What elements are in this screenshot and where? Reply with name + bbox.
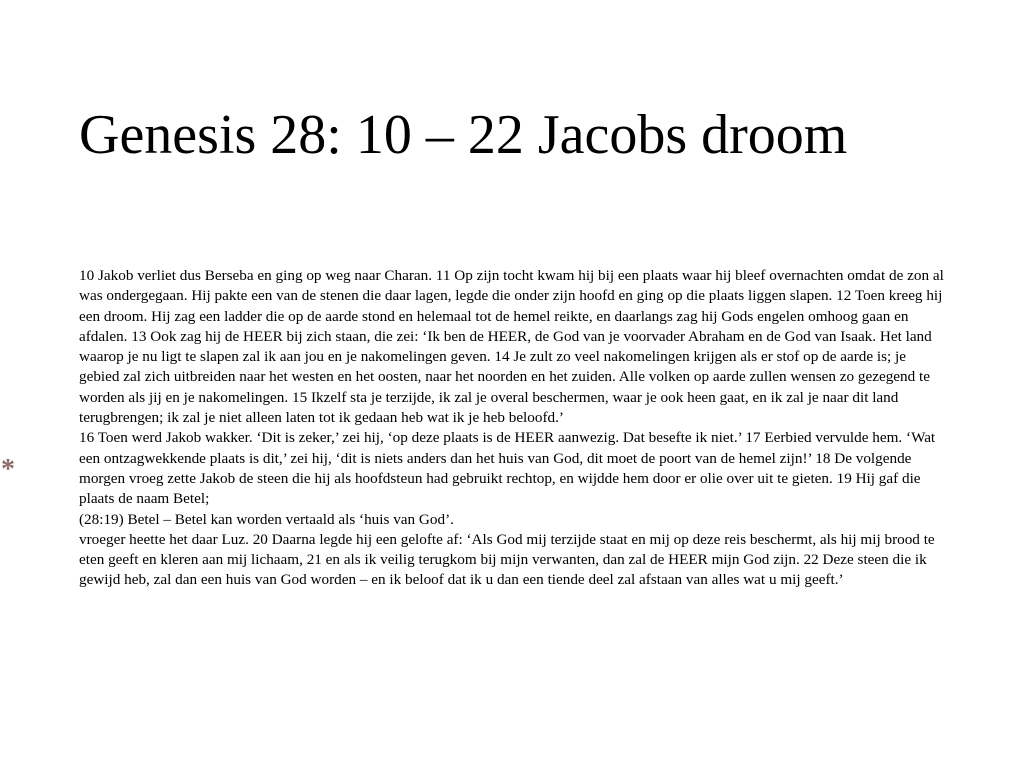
body-footnote: (28:19) Betel – Betel kan worden vertaald als ‘huis van God’. bbox=[79, 510, 454, 528]
body-paragraph: 16 Toen werd Jakob wakker. ‘Dit is zeker,’ zei hij, ‘op deze plaats is de HEER aanwezig. Dat besefte ik niet.’ 17 Eerbied vervulde hem. ‘Wat een ontzagwekkende plaats is dit,’ zei hij, ‘dit is niets anders dan het huis van God, dit moet de poort van de hemel zijn!’ 18 De volgende morgen vroeg zette Jakob de steen die hij als hoofdsteun had gebruikt rechtop, en wijdde hem door er olie over uit te gieten. 19 Hij gaf die plaats de naam Betel; bbox=[79, 429, 936, 508]
body-paragraph: 10 Jakob verliet dus Berseba en ging op weg naar Charan. 11 Op zijn tocht kwam hij bij een plaats waar hij bleef overnachten omdat de zon al was ondergegaan. Hij pakte een van de stenen die daar lagen, legde die onder zijn hoofd en ging op die plaats liggen slapen. 12 Toen kreeg hij een droom. Hij zag een ladder die op de aarde stond en helemaal tot de hemel reikte, en daarlangs zag hij Gods engelen omhoog gaan en afdalen. 13 Ook zag hij de HEER bij zich staan, die zei: ‘Ik ben de HEER, de God van je voorvader Abraham en de God van Isaak. Het land waarop je nu ligt te slapen zal ik aan jou en je nakomelingen geven. 14 Je zult zo veel nakomelingen krijgen als er stof op de aarde is; je gebied zal zich uitbreiden naar het westen en het oosten, naar het noorden en het zuiden. Alle volken op aarde zullen wensen zo gezegend te worden als jij en je nakomelingen. 15 Ikzelf sta je terzijde, ik zal je overal beschermen, waar je ook heen gaat, en ik zal je naar dit land terugbrengen; ik zal je niet alleen laten tot ik gedaan heb wat ik je heb beloofd.’ bbox=[79, 267, 944, 427]
slide-title: Genesis 28: 10 – 22 Jacobs droom bbox=[79, 104, 848, 166]
slide-body bbox=[79, 266, 949, 591]
bullet-marker: * bbox=[1, 454, 15, 485]
body-paragraph: vroeger heette het daar Luz. 20 Daarna legde hij een gelofte af: ‘Als God mij terzijde staat en mij op deze reis beschermt, als hij mij brood te eten geeft en kleren aan mij lichaam, 21 en als ik veilig terugkom bij mijn verwanten, dan zal de HEER mijn God zijn. 22 Deze steen die ik gewijd heb, zal dan een huis van God worden – en ik beloof dat ik u dan een tiende deel zal afstaan van alles wat u mij geeft.’ bbox=[79, 530, 935, 589]
